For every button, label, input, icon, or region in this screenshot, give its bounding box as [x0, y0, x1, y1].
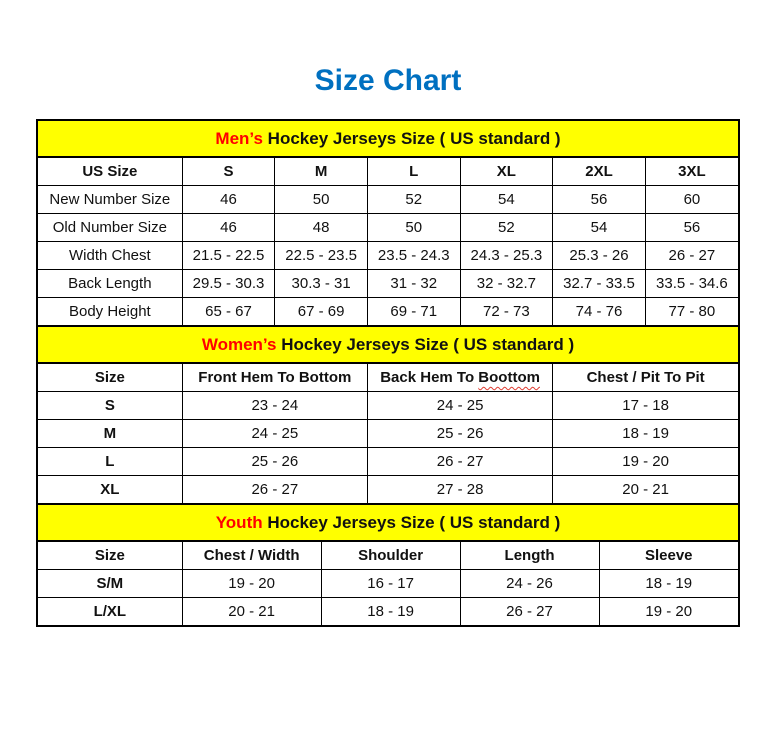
- column-header-youth-0: Size: [38, 542, 182, 570]
- section-title-band-men: [38, 121, 738, 158]
- section-title-text-men: Hockey Jerseys Size ( US standard ): [262, 129, 561, 148]
- section-title-band-youth: [38, 503, 738, 542]
- header-row-women: [38, 364, 738, 392]
- table-row-men-4: [38, 298, 738, 326]
- section-title-text-women: Hockey Jerseys Size ( US standard ): [276, 335, 575, 354]
- cell-men-3-1: 30.3 - 31: [275, 270, 368, 298]
- cell-youth-0-0: 19 - 20: [182, 570, 321, 598]
- section-title-highlight-youth: Youth: [215, 513, 263, 532]
- section-title-text-youth: Hockey Jerseys Size ( US standard ): [262, 513, 561, 532]
- column-header-youth-2: Shoulder: [321, 542, 460, 570]
- cell-men-0-3: 54: [460, 186, 553, 214]
- cell-men-4-0: 65 - 67: [182, 298, 275, 326]
- cell-men-2-3: 24.3 - 25.3: [460, 242, 553, 270]
- column-header-youth-3: Length: [460, 542, 599, 570]
- cell-men-0-5: 60: [645, 186, 738, 214]
- section-title-highlight-men: Men’s: [215, 129, 263, 148]
- table-row-youth-0: [38, 570, 738, 598]
- size-table-youth: [38, 542, 738, 625]
- cell-women-1-2: 18 - 19: [553, 420, 738, 448]
- cell-youth-1-1: 18 - 19: [321, 598, 460, 626]
- cell-men-0-4: 56: [553, 186, 646, 214]
- cell-men-2-0: 21.5 - 22.5: [182, 242, 275, 270]
- table-row-women-1: [38, 420, 738, 448]
- cell-women-0-0: 23 - 24: [182, 392, 367, 420]
- misspelled-word: Boottom: [478, 369, 540, 386]
- cell-youth-1-3: 19 - 20: [599, 598, 738, 626]
- row-label-men-0: New Number Size: [38, 186, 182, 214]
- table-row-youth-1: [38, 598, 738, 626]
- cell-men-0-1: 50: [275, 186, 368, 214]
- cell-men-4-4: 74 - 76: [553, 298, 646, 326]
- cell-men-3-3: 32 - 32.7: [460, 270, 553, 298]
- table-row-women-3: [38, 476, 738, 504]
- cell-men-2-2: 23.5 - 24.3: [367, 242, 460, 270]
- cell-youth-0-3: 18 - 19: [599, 570, 738, 598]
- cell-women-2-1: 26 - 27: [367, 448, 552, 476]
- cell-men-1-1: 48: [275, 214, 368, 242]
- size-table-women: [38, 364, 738, 503]
- column-header-men-3: L: [367, 158, 460, 186]
- cell-youth-0-1: 16 - 17: [321, 570, 460, 598]
- cell-men-1-2: 50: [367, 214, 460, 242]
- table-row-women-0: [38, 392, 738, 420]
- page-title: Size Chart: [314, 64, 462, 97]
- size-chart-frame: [36, 119, 740, 627]
- column-header-women-1: Front Hem To Bottom: [182, 364, 367, 392]
- cell-women-0-1: 24 - 25: [367, 392, 552, 420]
- column-header-men-5: 2XL: [553, 158, 646, 186]
- column-header-women-0: Size: [38, 364, 182, 392]
- column-header-youth-1: Chest / Width: [182, 542, 321, 570]
- cell-women-2-0: 25 - 26: [182, 448, 367, 476]
- table-row-men-0: [38, 186, 738, 214]
- cell-men-2-5: 26 - 27: [645, 242, 738, 270]
- column-header-men-4: XL: [460, 158, 553, 186]
- cell-women-1-0: 24 - 25: [182, 420, 367, 448]
- cell-youth-0-2: 24 - 26: [460, 570, 599, 598]
- column-header-men-1: S: [182, 158, 275, 186]
- cell-men-3-5: 33.5 - 34.6: [645, 270, 738, 298]
- table-row-men-1: [38, 214, 738, 242]
- cell-men-1-3: 52: [460, 214, 553, 242]
- row-label-men-1: Old Number Size: [38, 214, 182, 242]
- row-label-women-3: XL: [38, 476, 182, 504]
- cell-women-3-1: 27 - 28: [367, 476, 552, 504]
- cell-youth-1-0: 20 - 21: [182, 598, 321, 626]
- column-header-women-2: Back Hem To Boottom: [367, 364, 552, 392]
- section-title-highlight-women: Women’s: [201, 335, 277, 354]
- row-label-women-0: S: [38, 392, 182, 420]
- header-row-youth: [38, 542, 738, 570]
- cell-men-3-0: 29.5 - 30.3: [182, 270, 275, 298]
- cell-men-4-2: 69 - 71: [367, 298, 460, 326]
- column-header-men-0: US Size: [38, 158, 182, 186]
- cell-men-2-4: 25.3 - 26: [553, 242, 646, 270]
- cell-men-4-1: 67 - 69: [275, 298, 368, 326]
- row-label-men-3: Back Length: [38, 270, 182, 298]
- size-chart-page: [0, 64, 776, 627]
- cell-men-0-2: 52: [367, 186, 460, 214]
- cell-men-1-4: 54: [553, 214, 646, 242]
- cell-men-4-3: 72 - 73: [460, 298, 553, 326]
- column-header-men-2: M: [275, 158, 368, 186]
- cell-men-0-0: 46: [182, 186, 275, 214]
- row-label-youth-1: L/XL: [38, 598, 182, 626]
- size-table-men: [38, 158, 738, 325]
- cell-women-1-1: 25 - 26: [367, 420, 552, 448]
- cell-men-2-1: 22.5 - 23.5: [275, 242, 368, 270]
- column-header-men-6: 3XL: [645, 158, 738, 186]
- table-row-women-2: [38, 448, 738, 476]
- row-label-men-2: Width Chest: [38, 242, 182, 270]
- column-header-youth-4: Sleeve: [599, 542, 738, 570]
- column-header-women-3: Chest / Pit To Pit: [553, 364, 738, 392]
- header-row-men: [38, 158, 738, 186]
- cell-women-0-2: 17 - 18: [553, 392, 738, 420]
- cell-men-3-2: 31 - 32: [367, 270, 460, 298]
- row-label-women-2: L: [38, 448, 182, 476]
- cell-men-4-5: 77 - 80: [645, 298, 738, 326]
- section-title-band-women: [38, 325, 738, 364]
- table-row-men-3: [38, 270, 738, 298]
- cell-men-3-4: 32.7 - 33.5: [553, 270, 646, 298]
- cell-men-1-5: 56: [645, 214, 738, 242]
- cell-men-1-0: 46: [182, 214, 275, 242]
- row-label-women-1: M: [38, 420, 182, 448]
- cell-women-3-2: 20 - 21: [553, 476, 738, 504]
- row-label-youth-0: S/M: [38, 570, 182, 598]
- cell-youth-1-2: 26 - 27: [460, 598, 599, 626]
- cell-women-3-0: 26 - 27: [182, 476, 367, 504]
- row-label-men-4: Body Height: [38, 298, 182, 326]
- table-row-men-2: [38, 242, 738, 270]
- cell-women-2-2: 19 - 20: [553, 448, 738, 476]
